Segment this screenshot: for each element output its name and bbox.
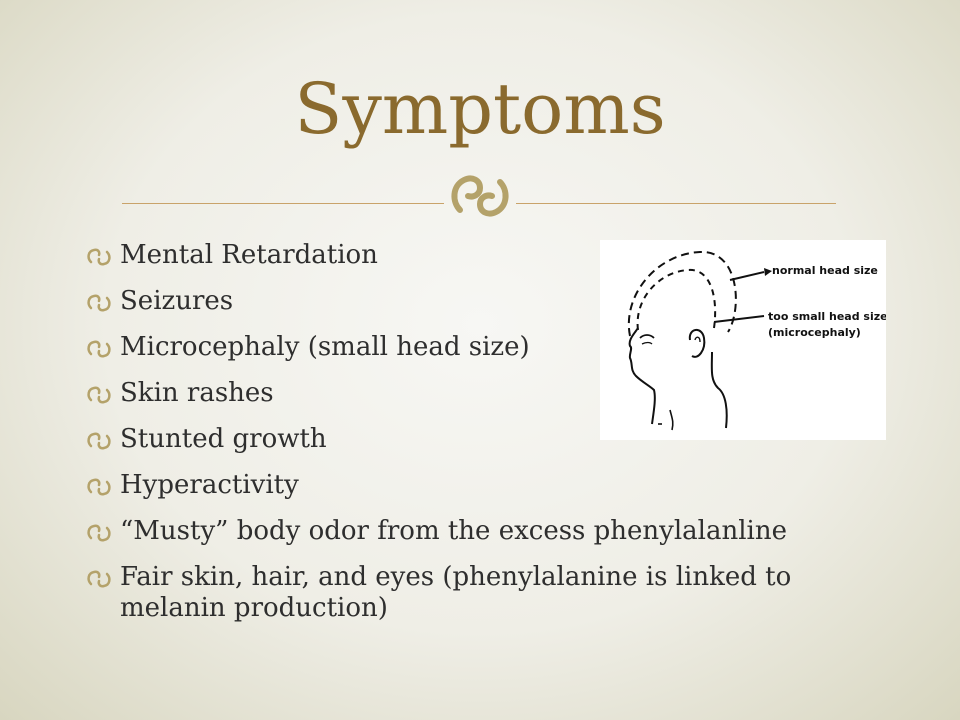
normal-arrowhead — [764, 268, 772, 276]
small-head-outline — [638, 270, 716, 330]
list-item-text: Mental Retardation — [120, 240, 378, 270]
bullet-ornament-icon — [86, 569, 112, 589]
face-profile — [630, 328, 655, 424]
bullet-ornament-icon — [86, 247, 112, 267]
bullet-ornament-icon — [86, 339, 112, 359]
list-item-text: Microcephaly (small head size) — [120, 332, 530, 362]
bullet-ornament-icon — [86, 293, 112, 313]
list-item-text: Skin rashes — [120, 378, 274, 408]
list-item-text: Stunted growth — [120, 424, 327, 454]
child-head-drawing — [600, 240, 886, 440]
eye-line — [640, 335, 654, 338]
title-divider-left — [122, 203, 444, 204]
ear — [690, 330, 705, 357]
normal-head-outline — [629, 252, 736, 336]
list-item — [86, 562, 866, 624]
slide-title: Symptoms — [294, 68, 666, 150]
small-pointer — [714, 316, 764, 322]
list-item-text: “Musty” body odor from the excess phenylalanline — [120, 516, 787, 546]
normal-head-label: normal head size — [772, 264, 878, 277]
ear-inner — [695, 337, 700, 342]
microcephaly-illustration — [600, 240, 886, 440]
microcephaly-label: (microcephaly) — [768, 326, 861, 339]
list-item — [86, 516, 866, 547]
normal-pointer — [730, 272, 764, 280]
bullet-ornament-icon — [86, 431, 112, 451]
bullet-ornament-icon — [86, 385, 112, 405]
small-head-label: too small head size — [768, 310, 886, 323]
list-item-text: Seizures — [120, 286, 234, 316]
ornament-icon — [446, 166, 514, 226]
neck-line — [712, 352, 727, 428]
list-item-text: Hyperactivity — [120, 470, 299, 500]
list-item — [86, 470, 866, 501]
bullet-ornament-icon — [86, 477, 112, 497]
chest-mark — [670, 410, 673, 430]
list-item-text: Fair skin, hair, and eyes (phenylalanine is linked to melanin production) — [120, 562, 792, 623]
bullet-ornament-icon — [86, 523, 112, 543]
title-divider-right — [516, 203, 836, 204]
eye-lid — [642, 343, 652, 345]
